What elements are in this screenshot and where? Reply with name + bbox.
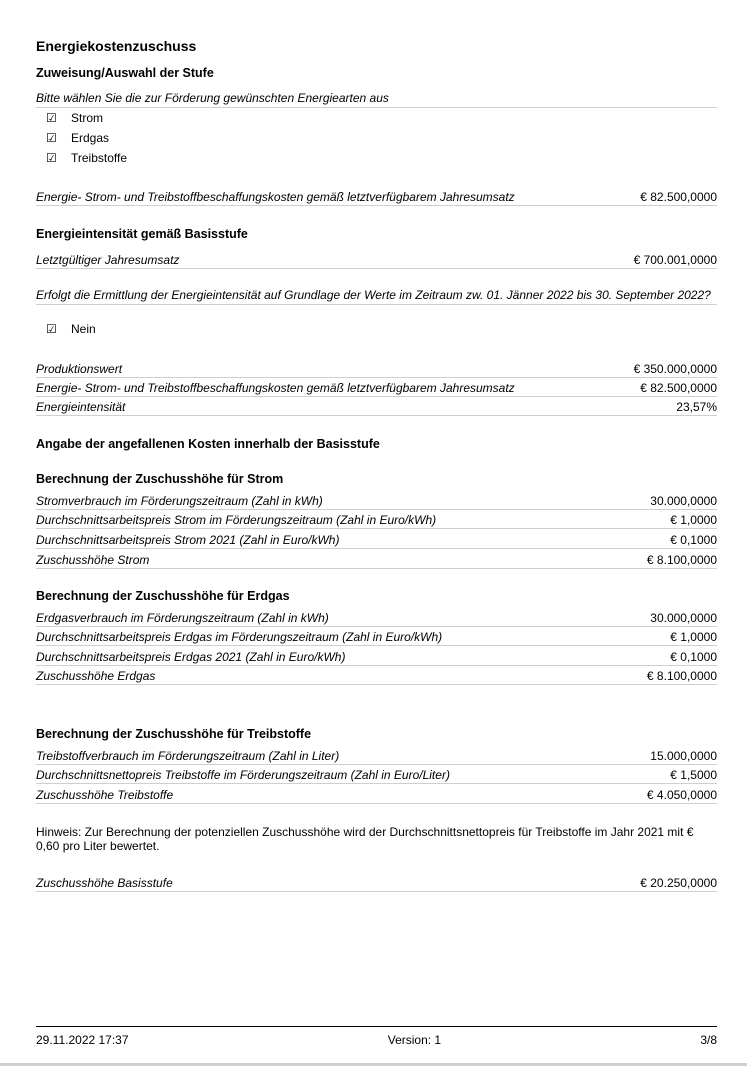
data-row [36, 398, 717, 416]
fuel-price-note: Hinweis: Zur Berechnung der potenziellen Zuschusshöhe wird der Durchschnittsnettopreis für Treibstoffe im Jahr 2021 mit € 0,60 pro Liter bewertet. [36, 825, 694, 853]
section-heading-intensity: Energieintensität gemäß Basisstufe [36, 227, 248, 241]
footer-page-number: 3/8 [700, 1033, 717, 1047]
row-label: Treibstoffverbrauch im Förderungszeitraum (Zahl in Liter) [36, 749, 340, 763]
row-value: € 1,5000 [670, 768, 717, 782]
cost-row [36, 188, 717, 206]
data-row [36, 786, 717, 804]
data-row [36, 492, 717, 510]
page-footer [36, 1026, 717, 1047]
section-heading-stufe: Zuweisung/Auswahl der Stufe [36, 66, 214, 80]
row-label: Durchschnittsarbeitspreis Strom 2021 (Zahl in Euro/kWh) [36, 533, 340, 547]
data-row [36, 379, 717, 397]
subsection-heading-strom: Berechnung der Zuschusshöhe für Strom [36, 472, 284, 486]
option-erdgas[interactable] [36, 128, 717, 148]
period-answer [36, 319, 717, 339]
row-label: Letztgültiger Jahresumsatz [36, 253, 180, 267]
document-title: Energiekostenzuschuss [36, 38, 197, 54]
row-value: € 1,0000 [670, 630, 717, 644]
option-strom[interactable] [36, 108, 717, 128]
option-label: Strom [71, 111, 104, 125]
row-label: Durchschnittsnettopreis Treibstoffe im Förderungszeitraum (Zahl in Euro/Liter) [36, 768, 450, 782]
footer-timestamp: 29.11.2022 17:37 [36, 1033, 129, 1047]
data-row [36, 766, 717, 784]
row-label: Energie- Strom- und Treibstoffbeschaffungskosten gemäß letztverfügbarem Jahresumsatz [36, 190, 515, 204]
checkbox-checked-icon[interactable]: ☑ [46, 131, 57, 145]
period-question: Erfolgt die Ermittlung der Energieintensität auf Grundlage der Werte im Zeitraum zw. 01. Jänner 2022 bis 30. September 2022? [36, 289, 717, 305]
row-label: Durchschnittsarbeitspreis Erdgas 2021 (Zahl in Euro/kWh) [36, 650, 346, 664]
energy-type-prompt: Bitte wählen Sie die zur Förderung gewünschten Energiearten aus [36, 91, 717, 108]
checkbox-checked-icon[interactable]: ☑ [46, 322, 57, 336]
row-value: € 82.500,0000 [640, 381, 717, 395]
data-row [36, 609, 717, 627]
row-value: € 1,0000 [670, 513, 717, 527]
row-value: € 82.500,0000 [640, 190, 717, 204]
checkbox-checked-icon[interactable]: ☑ [46, 151, 57, 165]
row-label: Erdgasverbrauch im Förderungszeitraum (Zahl in kWh) [36, 611, 329, 625]
row-label: Durchschnittsarbeitspreis Strom im Förderungszeitraum (Zahl in Euro/kWh) [36, 513, 437, 527]
row-value: € 350.000,0000 [633, 362, 717, 376]
data-row [36, 667, 717, 685]
option-label: Nein [71, 322, 96, 336]
row-value: € 8.100,0000 [646, 669, 717, 683]
turnover-row [36, 251, 717, 269]
row-label: Produktionswert [36, 362, 123, 376]
row-value: € 20.250,0000 [640, 876, 717, 890]
data-row [36, 747, 717, 765]
option-nein[interactable] [36, 319, 717, 339]
row-label: Zuschusshöhe Strom [36, 553, 150, 567]
option-treibstoffe[interactable] [36, 148, 717, 168]
row-value: € 700.001,0000 [633, 253, 717, 267]
row-label: Zuschusshöhe Treibstoffe [36, 788, 174, 802]
row-label: Energie- Strom- und Treibstoffbeschaffungskosten gemäß letztverfügbarem Jahresumsatz [36, 381, 515, 395]
checkbox-checked-icon[interactable]: ☑ [46, 111, 57, 125]
option-label: Treibstoffe [71, 151, 128, 165]
option-label: Erdgas [71, 131, 110, 145]
row-value: € 4.050,0000 [646, 788, 717, 802]
subsection-heading-treibstoffe: Berechnung der Zuschusshöhe für Treibstoffe [36, 727, 312, 741]
row-label: Stromverbrauch im Förderungszeitraum (Zahl in kWh) [36, 494, 323, 508]
data-row [36, 648, 717, 666]
row-label: Zuschusshöhe Basisstufe [36, 876, 173, 890]
energy-type-options [36, 108, 717, 168]
data-row [36, 511, 717, 529]
footer-version: Version: 1 [387, 1033, 442, 1047]
row-value: € 0,1000 [670, 533, 717, 547]
data-row [36, 628, 717, 646]
data-row [36, 551, 717, 569]
row-value: 30.000,0000 [650, 494, 717, 508]
subsection-heading-erdgas: Berechnung der Zuschusshöhe für Erdgas [36, 589, 290, 603]
row-value: 23,57% [676, 400, 717, 414]
section-heading-costs: Angabe der angefallenen Kosten innerhalb der Basisstufe [36, 437, 380, 451]
row-label: Energieintensität [36, 400, 126, 414]
row-label: Durchschnittsarbeitspreis Erdgas im Förderungszeitraum (Zahl in Euro/kWh) [36, 630, 443, 644]
row-value: € 0,1000 [670, 650, 717, 664]
row-label: Zuschusshöhe Erdgas [36, 669, 156, 683]
row-value: 15.000,0000 [650, 749, 717, 763]
data-row [36, 531, 717, 549]
row-value: 30.000,0000 [650, 611, 717, 625]
data-row [36, 360, 717, 378]
total-row [36, 874, 717, 892]
row-value: € 8.100,0000 [646, 553, 717, 567]
